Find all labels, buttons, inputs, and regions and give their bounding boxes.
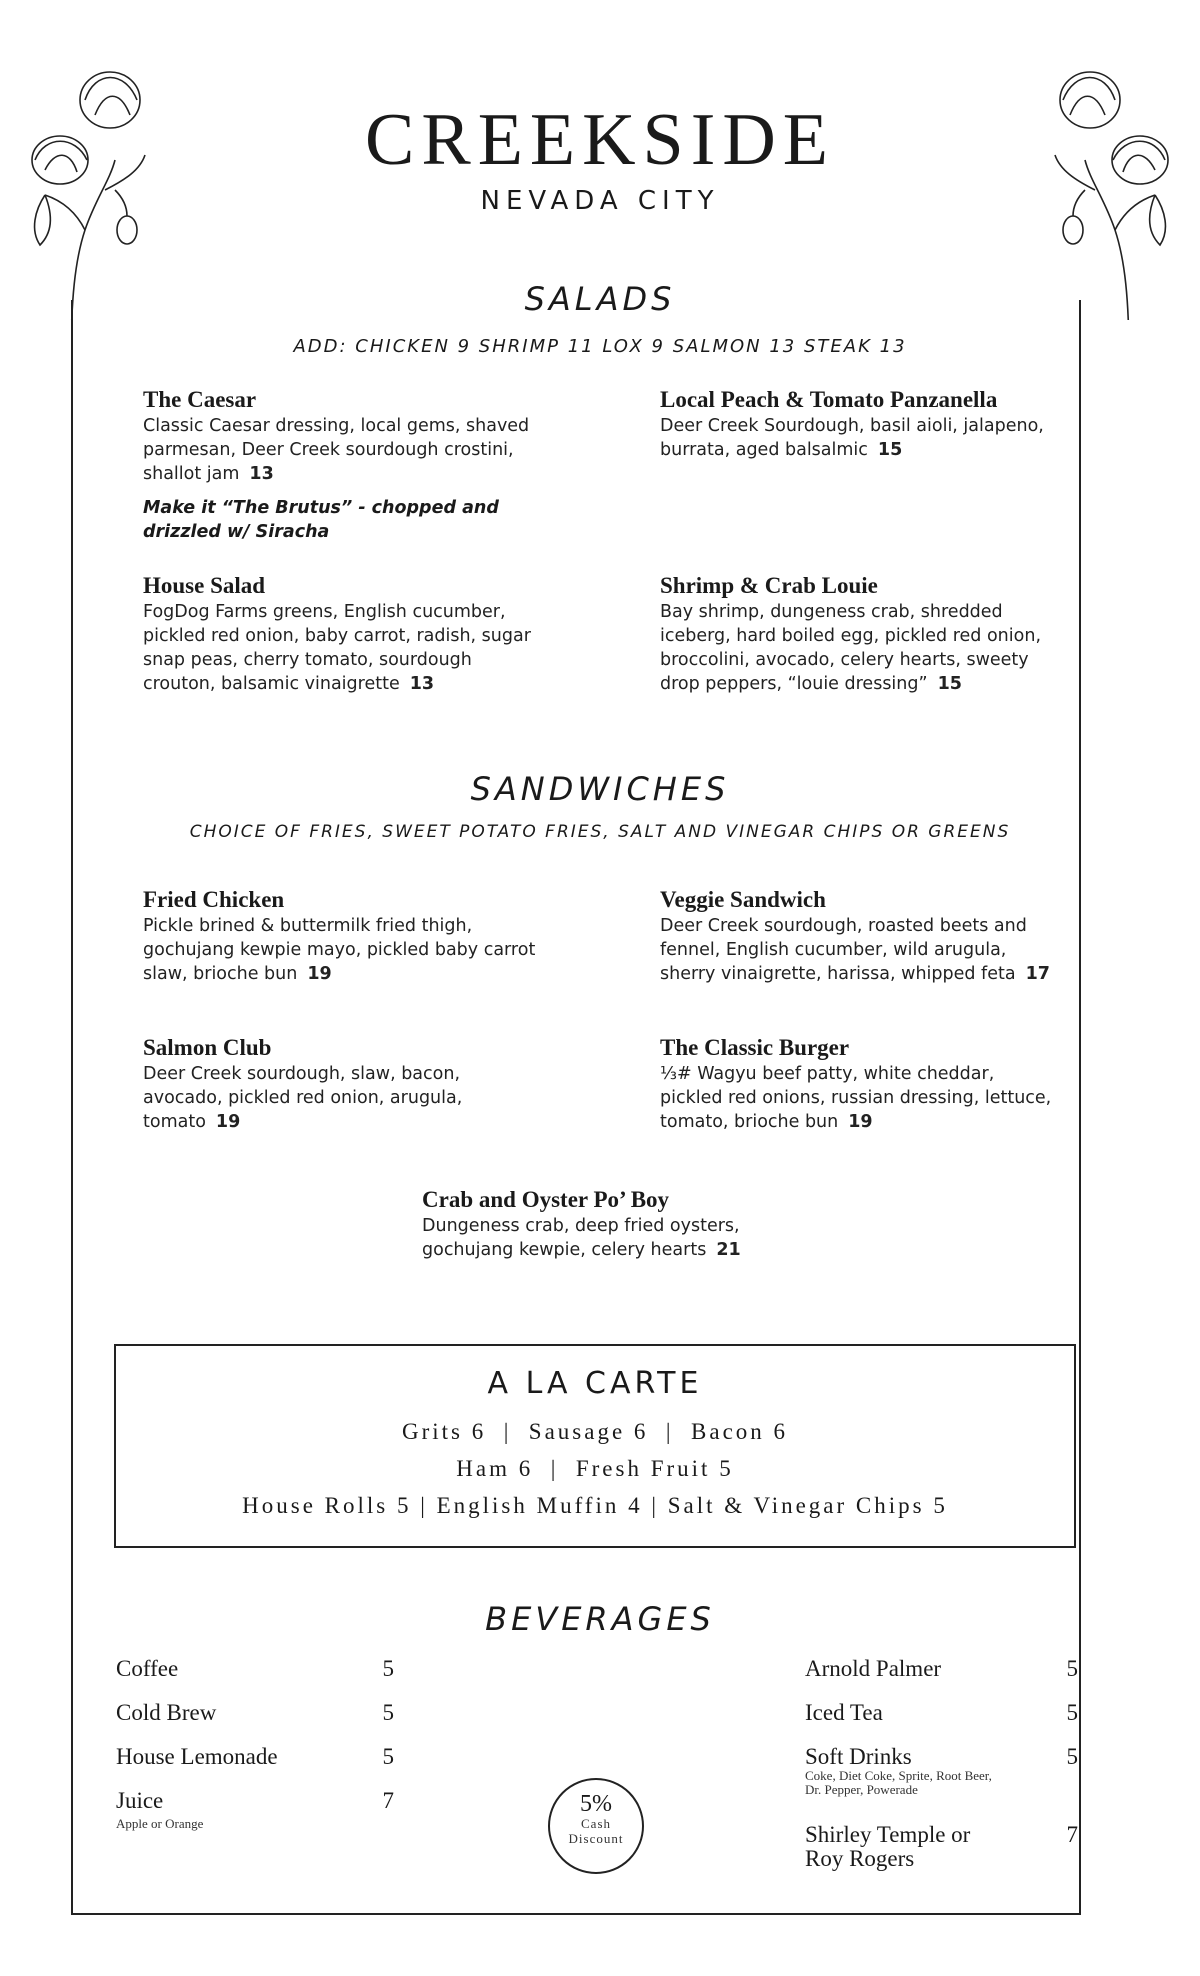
- beverage-price: 5: [1066, 1744, 1078, 1769]
- item-name: Crab and Oyster Po’ Boy: [422, 1187, 670, 1212]
- a-la-carte-line: House Rolls 5 | English Muffin 4 | Salt & Vinegar Chips 5: [242, 1493, 948, 1518]
- item-description: Dungeness crab, deep fried oysters, gochujang kewpie, celery hearts: [422, 1216, 740, 1260]
- discount-label: Cash: [581, 1816, 611, 1831]
- beverage-name: Arnold Palmer: [805, 1656, 942, 1681]
- beverage-note: Dr. Pepper, Powerade: [805, 1782, 918, 1797]
- beverage-price: 7: [382, 1788, 394, 1813]
- salads-addons: ADD: CHICKEN 9 SHRIMP 11 LOX 9 SALMON 13 STEAK 13: [293, 336, 907, 357]
- beverage-price: 7: [1066, 1822, 1078, 1847]
- restaurant-location: NEVADA CITY: [480, 186, 720, 216]
- beverage-note: Coke, Diet Coke, Sprite, Root Beer,: [805, 1768, 992, 1783]
- beverage-price: 5: [382, 1700, 394, 1725]
- item-description: ⅓# Wagyu beef patty, white cheddar, pickled red onions, russian dressing, lettuce, tomato, brioche bun: [660, 1064, 1052, 1132]
- a-la-carte-line: Grits 6 | Sausage 6 | Bacon 6: [401, 1419, 789, 1444]
- item-name: Salmon Club: [143, 1035, 272, 1060]
- item-description: Deer Creek Sourdough, basil aioli, jalapeno, burrata, aged balsalmic: [660, 416, 1044, 460]
- beverage-price: 5: [382, 1656, 394, 1681]
- beverage-price: 5: [382, 1744, 394, 1769]
- section-title-salads: SALADS: [524, 280, 676, 318]
- discount-percent: 5%: [580, 1791, 612, 1817]
- menu-item: [143, 1034, 543, 1134]
- item-price: 17: [1025, 964, 1050, 984]
- a-la-carte-line: Ham 6 | Fresh Fruit 5: [456, 1456, 734, 1481]
- item-price: 19: [848, 1112, 873, 1132]
- a-la-carte-box: [114, 1344, 1076, 1548]
- beverage-name: House Lemonade: [116, 1744, 278, 1769]
- menu-item: [660, 386, 1060, 462]
- menu-item: [660, 886, 1060, 986]
- menu-item: [143, 886, 543, 986]
- item-description: FogDog Farms greens, English cucumber, pickled red onion, baby carrot, radish, sugar snap peas, cherry tomato, sourdough crouton, balsamic vinaigrette: [143, 602, 531, 694]
- beverage-name: Coffee: [116, 1656, 179, 1681]
- item-name: The Classic Burger: [660, 1035, 850, 1060]
- menu-item: [660, 572, 1060, 696]
- item-name: Fried Chicken: [143, 887, 285, 912]
- beverage-name: Roy Rogers: [805, 1846, 915, 1871]
- item-price: 13: [249, 464, 274, 484]
- section-title-sandwiches: SANDWICHES: [470, 770, 730, 808]
- beverage-price: 5: [1066, 1700, 1078, 1725]
- beverage-name: Shirley Temple or: [805, 1822, 971, 1847]
- beverage-name: Juice: [116, 1788, 164, 1813]
- menu-item: [143, 572, 543, 696]
- menu-item: [143, 386, 543, 544]
- item-price: 13: [409, 674, 435, 694]
- item-name: Local Peach & Tomato Panzanella: [660, 387, 998, 412]
- item-description: Deer Creek sourdough, slaw, bacon, avocado, pickled red onion, arugula, tomato: [143, 1064, 463, 1132]
- item-description: Classic Caesar dressing, local gems, shaved parmesan, Deer Creek sourdough crostini, shallot jam: [143, 416, 530, 484]
- item-description: Pickle brined & buttermilk fried thigh, gochujang kewpie mayo, pickled baby carrot slaw, brioche bun: [143, 916, 536, 984]
- item-price: 21: [716, 1240, 741, 1260]
- item-description: Deer Creek sourdough, roasted beets and fennel, English cucumber, wild arugula, sherry vinaigrette, harissa, whipped feta: [660, 916, 1027, 984]
- beverage-price: 5: [1066, 1656, 1078, 1681]
- menu-item: [660, 1034, 1060, 1134]
- item-name: House Salad: [143, 573, 266, 598]
- item-price: 19: [215, 1112, 241, 1132]
- menu-item: [422, 1186, 772, 1262]
- item-note: Make it “The Brutus” - chopped and drizzled w/ Siracha: [143, 498, 499, 542]
- beverage-name: Soft Drinks: [805, 1744, 912, 1769]
- cash-discount-badge: [548, 1778, 644, 1874]
- sandwiches-sides: CHOICE OF FRIES, SWEET POTATO FRIES, SALT AND VINEGAR CHIPS OR GREENS: [189, 822, 1011, 842]
- discount-label: Discount: [568, 1831, 624, 1846]
- beverage-note: Apple or Orange: [116, 1816, 204, 1831]
- section-title-a-la-carte: A LA CARTE: [487, 1366, 703, 1401]
- item-name: Shrimp & Crab Louie: [660, 573, 878, 598]
- item-name: The Caesar: [143, 387, 257, 412]
- item-price: 19: [307, 964, 332, 984]
- section-title-beverages: BEVERAGES: [485, 1600, 715, 1638]
- item-description: Bay shrimp, dungeness crab, shredded iceberg, hard boiled egg, pickled red onion, broccolini, avocado, celery hearts, sweety drop peppers, “louie dressing”: [660, 602, 1042, 694]
- beverage-name: Cold Brew: [116, 1700, 217, 1725]
- item-name: Veggie Sandwich: [660, 887, 826, 912]
- beverage-name: Iced Tea: [805, 1700, 883, 1725]
- item-price: 15: [877, 440, 903, 460]
- restaurant-name: CREEKSIDE: [365, 99, 835, 181]
- item-price: 15: [937, 674, 962, 694]
